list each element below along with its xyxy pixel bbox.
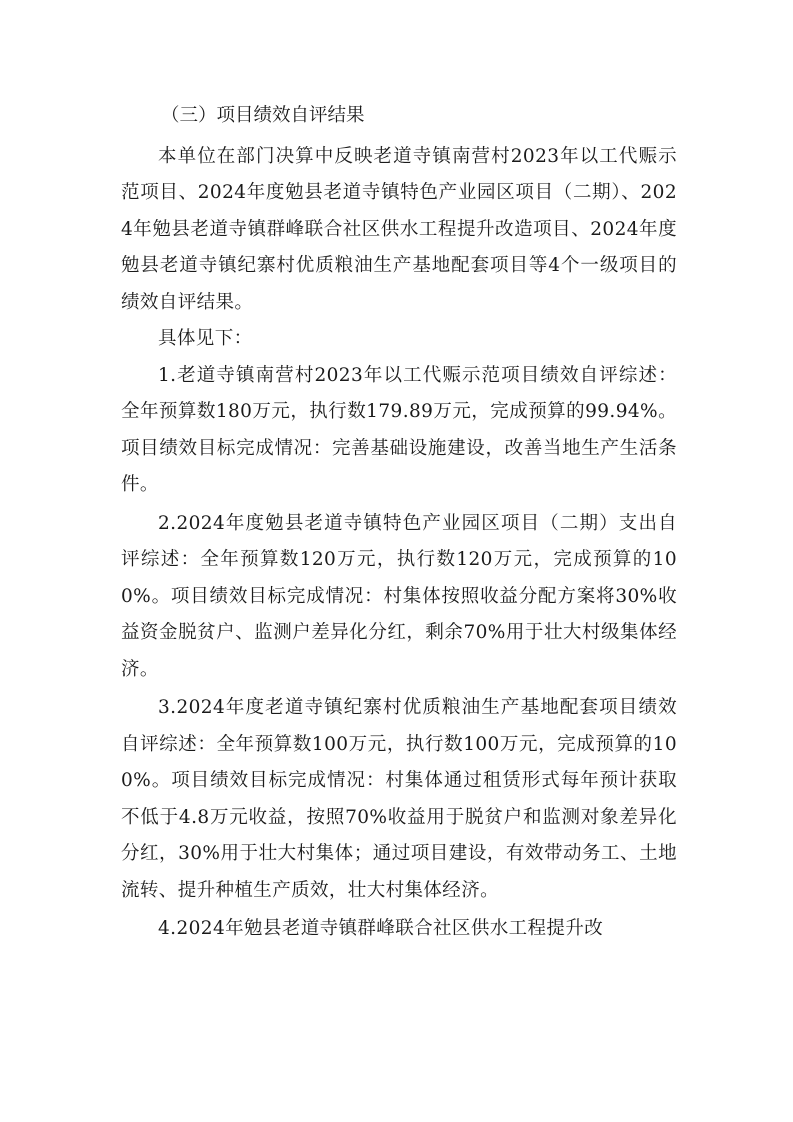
project-item-1: 1.老道寺镇南营村2023年以工代赈示范项目绩效自评综述：全年预算数180万元，执行数179.89万元，完成预算的99.94%。项目绩效目标完成情况：完善基础设施建设，改善当地生产生活条件。 — [121, 364, 677, 495]
intro-paragraph: 本单位在部门决算中反映老道寺镇南营村2023年以工代赈示范项目、2024年度勉县老道寺镇特色产业园区项目（二期）、2024年勉县老道寺镇群峰联合社区供水工程提升改造项目、2024年度勉县老道寺镇纪寨村优质粮油生产基地配套项目等4个一级项目的绩效自评结果。 — [121, 145, 677, 313]
details-lead: 具体见下： — [158, 328, 253, 349]
project-item-4: 4.2024年勉县老道寺镇群峰联合社区供水工程提升改 — [158, 918, 604, 939]
section-heading: （三）项目绩效自评结果 — [161, 105, 365, 126]
document-body — [121, 98, 677, 948]
project-item-3: 3.2024年度老道寺镇纪寨村优质粮油生产基地配套项目绩效自评综述：全年预算数100万元，执行数100万元，完成预算的100%。项目绩效目标完成情况：村集体通过租赁形式每年预计获取不低于4.8万元收益，按照70%收益用于脱贫户和监测对象差异化分红，30%用于壮大村集体；通过项目建设，有效带动务工、土地流转、提升种植生产质效，壮大村集体经济。 — [121, 697, 677, 901]
project-item-2: 2.2024年度勉县老道寺镇特色产业园区项目（二期）支出自评综述：全年预算数120万元，执行数120万元，完成预算的100%。项目绩效目标完成情况：村集体按照收益分配方案将30%收益资金脱贫户、监测户差异化分红，剩余70%用于壮大村级集体经济。 — [121, 512, 677, 680]
